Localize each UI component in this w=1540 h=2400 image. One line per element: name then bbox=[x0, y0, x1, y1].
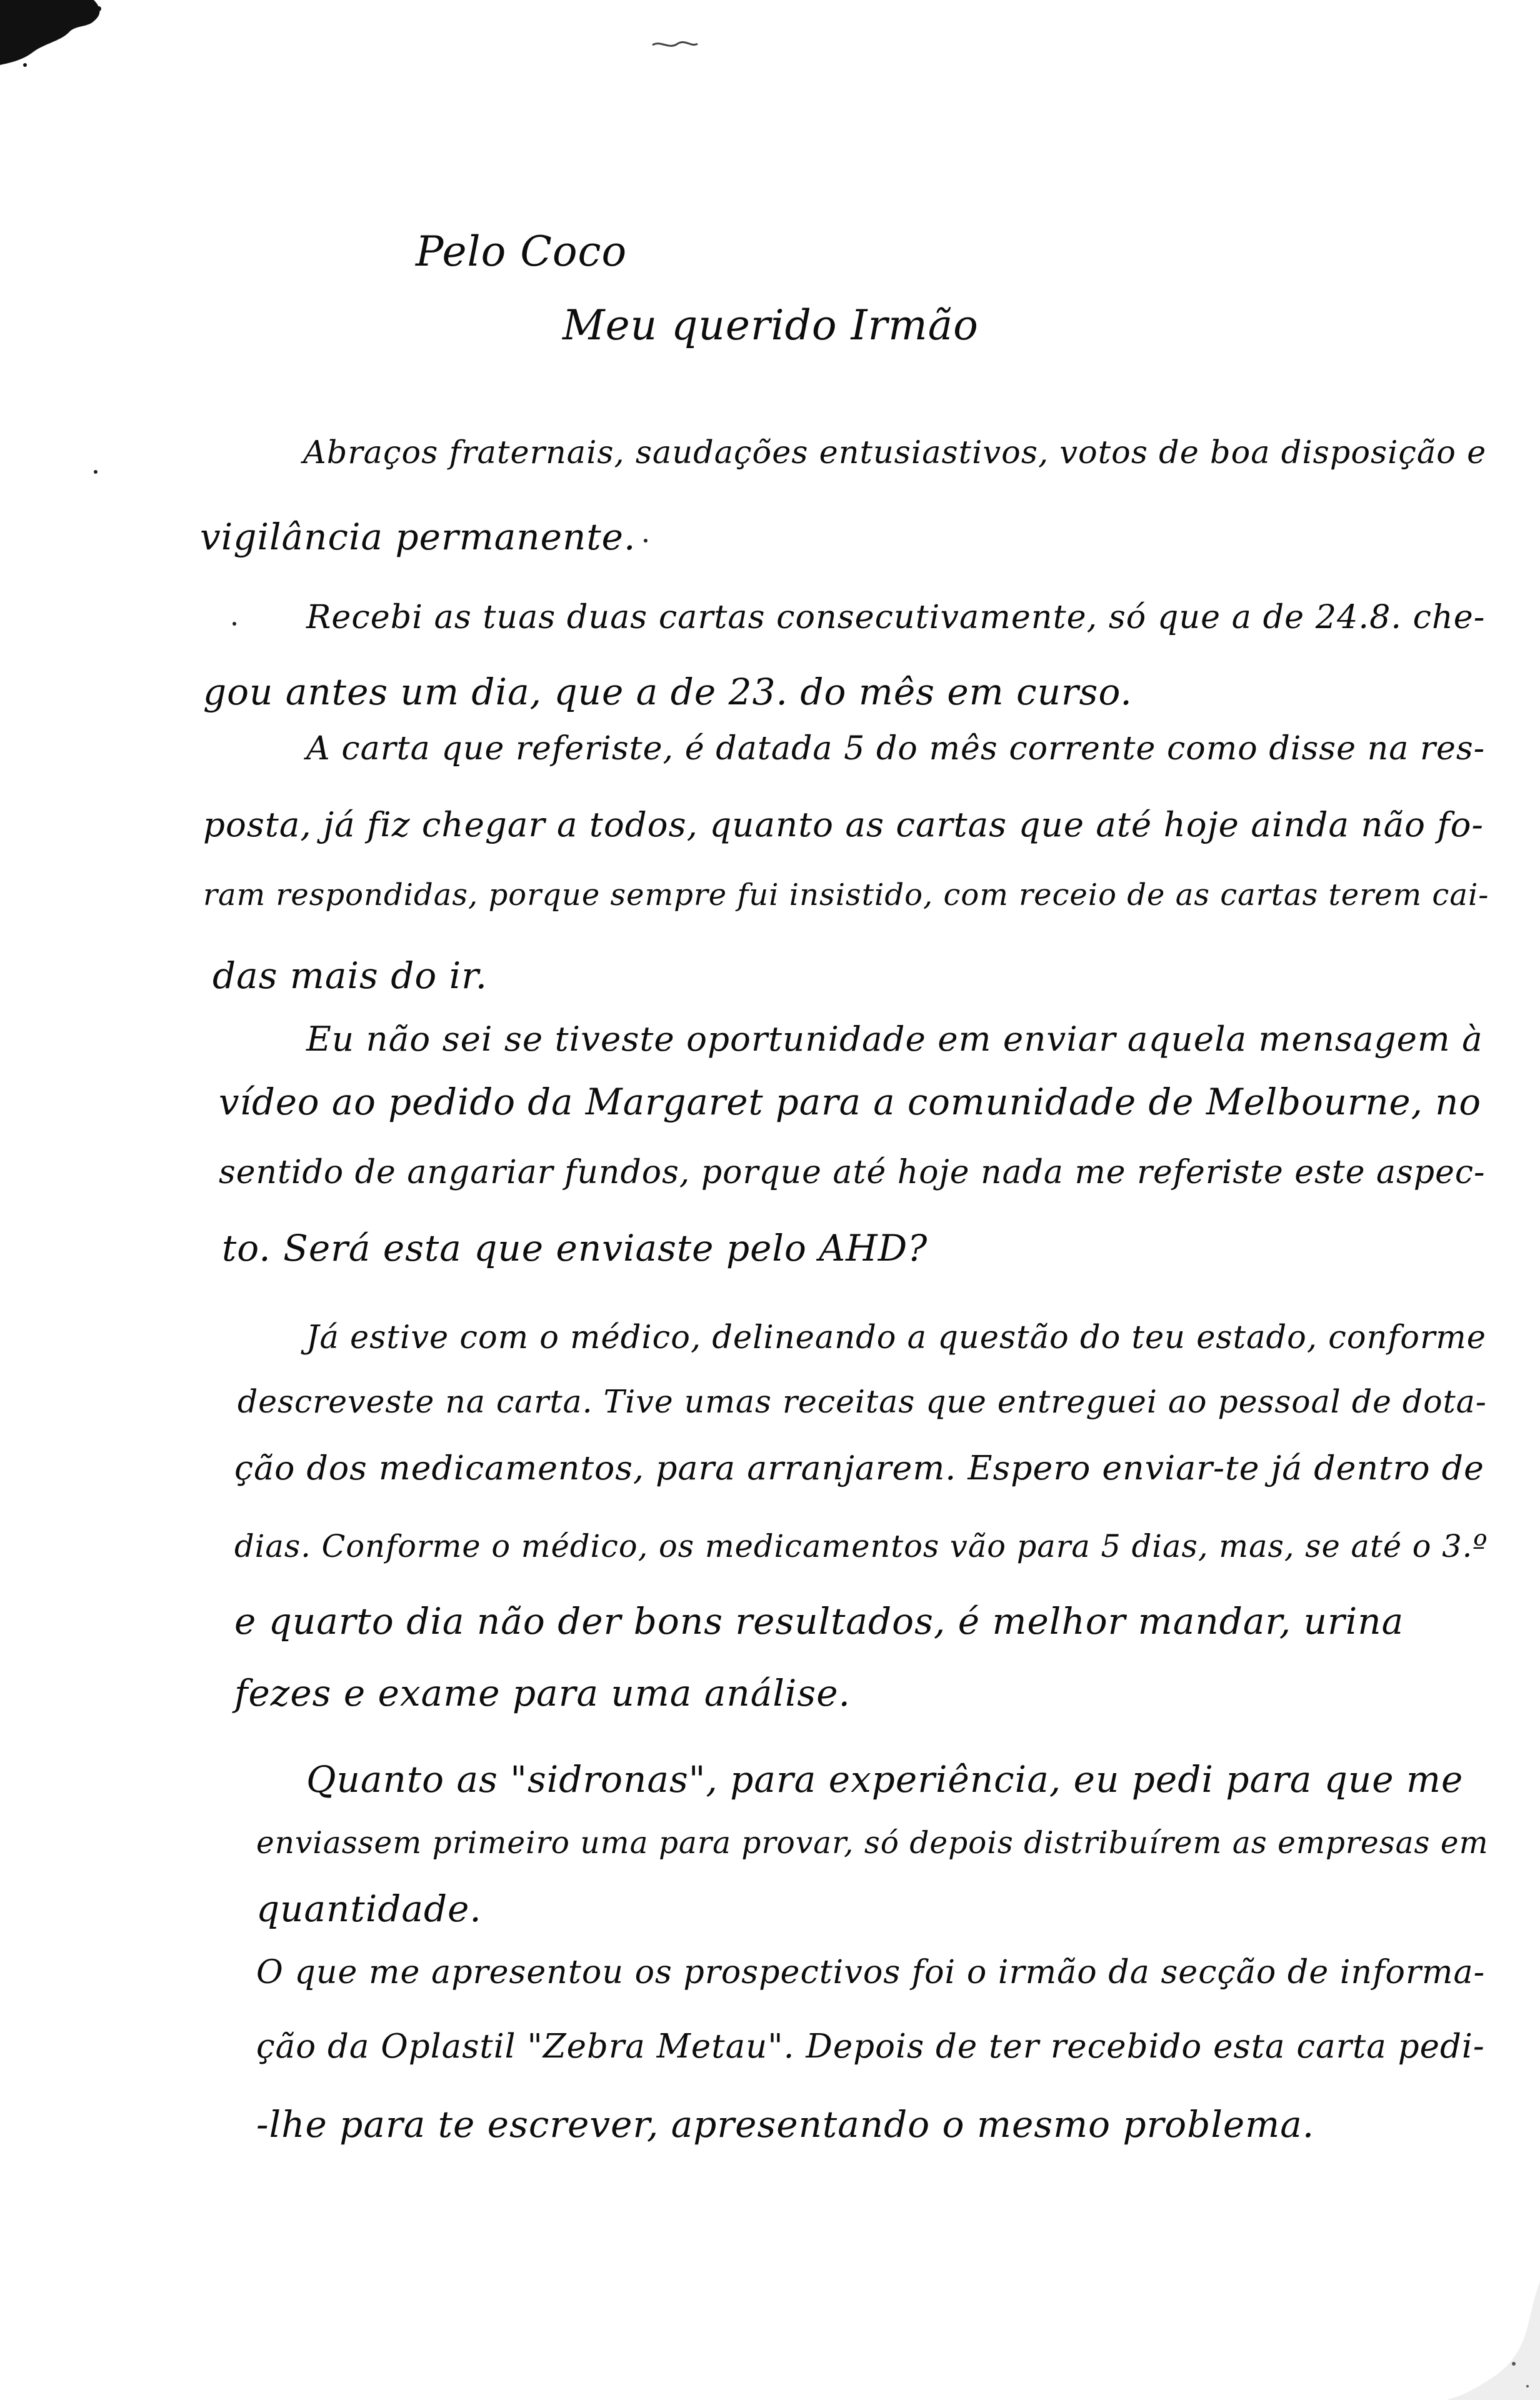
letter-line: enviassem primeiro uma para provar, só depois distribuírem as empresas em bbox=[256, 1826, 1489, 1861]
letter-line: e quarto dia não der bons resultados, é melhor mandar, urina bbox=[234, 1600, 1404, 1642]
letter-line: das mais do ir. bbox=[212, 954, 488, 997]
letter-line: sentido de angariar fundos, porque até hoje nada me referiste este aspec- bbox=[219, 1154, 1486, 1191]
letter-line: descreveste na carta. Tive umas receitas que entreguei ao pessoal de dota- bbox=[238, 1383, 1487, 1420]
scan-edge-noise bbox=[1440, 2281, 1540, 2400]
scan-dot bbox=[644, 539, 648, 542]
letter-line: Abraços fraternais, saudações entusiastivos, votos de boa disposição e bbox=[303, 434, 1487, 471]
scan-ink-blot bbox=[0, 0, 106, 69]
letter-salutation: Meu querido Irmão bbox=[562, 301, 979, 349]
letter-line: gou antes um dia, que a de 23. do mês em curso. bbox=[203, 671, 1132, 713]
scan-dot bbox=[94, 470, 98, 474]
letter-line: posta, já fiz chegar a todos, quanto as cartas que até hoje ainda não fo- bbox=[203, 804, 1484, 844]
letter-line: -lhe para te escrever, apresentando o mesmo problema. bbox=[256, 2103, 1315, 2146]
letter-line: ram respondidas, porque sempre fui insistido, com receio de as cartas terem cai- bbox=[203, 878, 1489, 912]
letter-line: dias. Conforme o médico, os medicamentos vão para 5 dias, mas, se até o 3.º bbox=[234, 1528, 1488, 1564]
letter-line: Já estive com o médico, delineando a questão do teu estado, conforme bbox=[306, 1319, 1486, 1356]
letter-line: Eu não sei se tiveste oportunidade em enviar aquela mensagem à bbox=[306, 1019, 1483, 1059]
letter-line: O que me apresentou os prospectivos foi o irmão da secção de informa- bbox=[256, 1954, 1486, 1991]
scan-speck bbox=[650, 36, 700, 55]
letter-line: fezes e exame para uma análise. bbox=[234, 1672, 851, 1714]
letter-line: ção dos medicamentos, para arranjarem. Espero enviar-te já dentro de bbox=[234, 1448, 1484, 1488]
letter-line: to. Será esta que enviaste pelo AHD? bbox=[222, 1227, 928, 1269]
letter-line: A carta que referiste, é datada 5 do mês corrente como disse na res- bbox=[306, 730, 1486, 768]
letter-line: vigilância permanente. bbox=[200, 516, 636, 558]
letter-line: Recebi as tuas duas cartas consecutivamente, só que a de 24.8. che- bbox=[306, 598, 1486, 636]
letter-line: vídeo ao pedido da Margaret para a comunidade de Melbourne, no bbox=[219, 1081, 1482, 1123]
scan-dot bbox=[232, 622, 236, 626]
letter-routing: Pelo Coco bbox=[416, 228, 628, 276]
letter-line: ção da Oplastil "Zebra Metau". Depois de ter recebido esta carta pedi- bbox=[256, 2028, 1485, 2066]
letter-line: Quanto as "sidronas", para experiência, eu pedi para que me bbox=[306, 1758, 1464, 1801]
letter-line: quantidade. bbox=[256, 1888, 482, 1930]
